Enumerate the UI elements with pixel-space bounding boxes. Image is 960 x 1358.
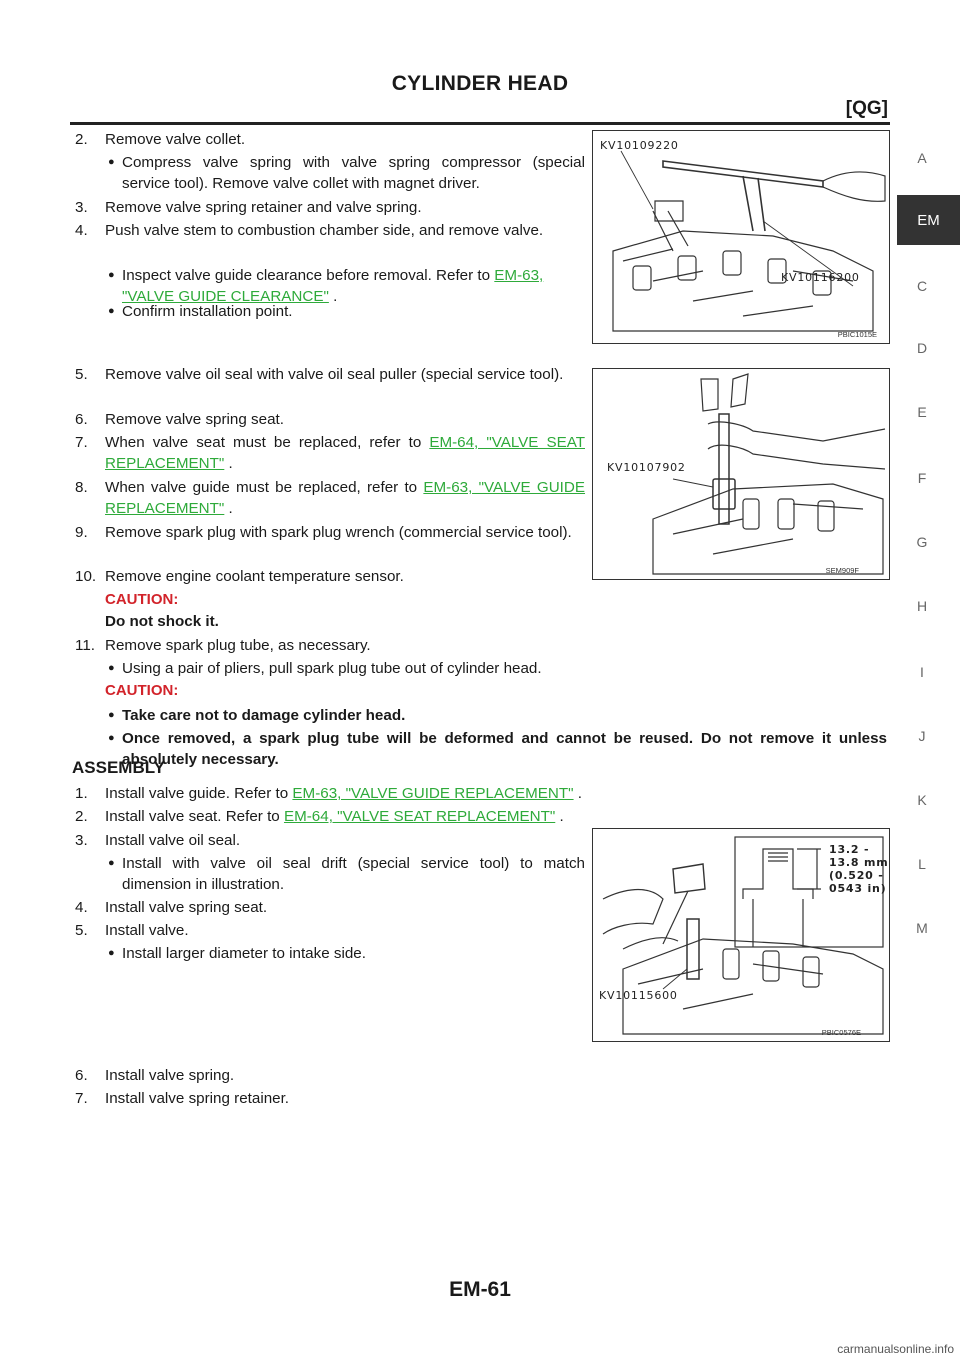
compressor-illustration bbox=[593, 131, 889, 343]
step-number: 8. bbox=[75, 479, 88, 496]
step-number: 9. bbox=[75, 524, 88, 541]
assembly-heading: ASSEMBLY bbox=[72, 758, 165, 777]
tool-label: KV10115600 bbox=[599, 989, 678, 1002]
tool-label: KV10116200 bbox=[781, 271, 860, 284]
side-index-a[interactable]: A bbox=[917, 150, 927, 166]
bullet-item: ● Using a pair of pliers, pull spark plug tube out of cylinder head. bbox=[122, 658, 542, 679]
side-index-f[interactable]: F bbox=[917, 470, 927, 486]
bullet-item: ● Take care not to damage cylinder head. bbox=[122, 705, 405, 726]
bullet-item: ● Once removed, a spark plug tube will be deformed and cannot be reused. Do not remove it unless absolutely necessary. bbox=[122, 728, 887, 770]
bullet-item: ● Compress valve spring with valve spring compressor (special service tool). Remove valve collet with magnet driver. bbox=[122, 152, 585, 194]
link-valve-guide-replacement[interactable]: EM-63, "VALVE GUIDE REPLACEMENT" bbox=[105, 479, 586, 517]
step-text: When valve guide must be replaced, refer to bbox=[105, 479, 424, 496]
side-index-h[interactable]: H bbox=[916, 598, 928, 614]
step-text: Install valve spring retainer. bbox=[105, 1090, 290, 1107]
section-title: CYLINDER HEAD bbox=[391, 72, 569, 95]
step-text: Remove spark plug with spark plug wrench (commercial service tool). bbox=[105, 524, 572, 541]
step-text: Install valve spring. bbox=[105, 1067, 235, 1084]
step-number: 4. bbox=[75, 222, 88, 239]
step-text: Remove valve collet. bbox=[105, 131, 246, 148]
side-index-c[interactable]: C bbox=[916, 278, 928, 294]
step-text-end: . bbox=[573, 785, 583, 802]
dimension-label: (0.520 - bbox=[829, 869, 884, 882]
step-text: Remove valve oil seal with valve oil seal puller (special service tool). bbox=[105, 366, 564, 383]
link-valve-seat-replacement[interactable]: EM-64, "VALVE SEAT REPLACEMENT" bbox=[283, 808, 556, 825]
dimension-label: 13.8 mm bbox=[829, 856, 889, 869]
step-text: Remove engine coolant temperature sensor. bbox=[105, 568, 404, 585]
bullet-item: ● Confirm installation point. bbox=[122, 301, 293, 322]
step-number: 7. bbox=[75, 1090, 88, 1107]
side-index-i[interactable]: I bbox=[920, 664, 924, 680]
side-index-e[interactable]: E bbox=[917, 404, 927, 420]
link-valve-seat-replacement[interactable]: EM-64, "VALVE SEAT REPLACEMENT" bbox=[105, 434, 585, 472]
step-text: Install valve oil seal. bbox=[105, 832, 241, 849]
step-text: Remove valve spring retainer and valve spring. bbox=[105, 199, 422, 216]
step-number: 4. bbox=[75, 899, 88, 916]
caution-label: CAUTION: bbox=[105, 682, 179, 699]
step-number: 3. bbox=[75, 832, 88, 849]
tool-label: KV10107902 bbox=[607, 461, 686, 474]
figure-valve-oil-seal-drift bbox=[592, 828, 890, 1042]
step-text: Install valve seat. Refer to bbox=[105, 808, 284, 825]
figure-code: PBIC0576E bbox=[821, 1028, 861, 1037]
figure-code: PBIC1015E bbox=[837, 330, 877, 339]
figure-code: SEM909F bbox=[825, 566, 859, 575]
side-index-m[interactable]: M bbox=[916, 920, 928, 936]
figure-valve-spring-compressor bbox=[592, 130, 890, 344]
step-text: Install valve. bbox=[105, 922, 189, 939]
step-text: Push valve stem to combustion chamber side, and remove valve. bbox=[105, 222, 544, 239]
step-number: 6. bbox=[75, 411, 88, 428]
dimension-label: 0543 in) bbox=[829, 882, 887, 895]
tool-label: KV10109220 bbox=[600, 139, 679, 152]
step-text-end: . bbox=[224, 455, 233, 472]
link-valve-guide-replacement[interactable]: EM-63, "VALVE GUIDE REPLACEMENT" bbox=[292, 785, 574, 802]
step-number: 6. bbox=[75, 1067, 88, 1084]
bullet-text-end: . bbox=[328, 288, 338, 305]
side-index-d[interactable]: D bbox=[916, 340, 928, 356]
step-text: When valve seat must be replaced, refer to bbox=[105, 434, 430, 451]
step-number: 2. bbox=[75, 131, 88, 148]
header-rule bbox=[70, 122, 890, 125]
side-index-em-active[interactable]: EM bbox=[897, 195, 960, 245]
engine-code: [QG] bbox=[845, 98, 888, 119]
step-text-end: . bbox=[224, 500, 233, 517]
puller-illustration bbox=[593, 369, 889, 579]
figure-valve-oil-seal-puller bbox=[592, 368, 890, 580]
watermark: carmanualsonline.info bbox=[837, 1342, 954, 1356]
step-number: 11. bbox=[75, 637, 95, 654]
bullet-item: ● Install with valve oil seal drift (special service tool) to match dimension in illustration. bbox=[122, 853, 585, 895]
step-text: Remove valve spring seat. bbox=[105, 411, 284, 428]
bullet-item: ● Install larger diameter to intake side. bbox=[122, 943, 366, 964]
step-text: Install valve spring seat. bbox=[105, 899, 268, 916]
step-number: 5. bbox=[75, 922, 88, 939]
bullet-text: Inspect valve guide clearance before removal. Refer to bbox=[122, 267, 495, 284]
page-number: EM-61 bbox=[449, 1278, 511, 1301]
side-index-k[interactable]: K bbox=[917, 792, 927, 808]
caution-text: Do not shock it. bbox=[105, 613, 219, 630]
step-text: Install valve guide. Refer to bbox=[105, 785, 293, 802]
dimension-label: 13.2 - bbox=[829, 843, 870, 856]
side-index-j[interactable]: J bbox=[918, 728, 926, 744]
step-number: 3. bbox=[75, 199, 88, 216]
step-number: 1. bbox=[75, 785, 88, 802]
step-number: 5. bbox=[75, 366, 88, 383]
step-number: 2. bbox=[75, 808, 88, 825]
step-text-end: . bbox=[555, 808, 564, 825]
step-number: 7. bbox=[75, 434, 88, 451]
link-valve-guide-clearance[interactable]: EM-63, "VALVE GUIDE CLEARANCE" bbox=[122, 267, 544, 305]
side-index-l[interactable]: L bbox=[918, 856, 926, 872]
side-index-g[interactable]: G bbox=[916, 534, 928, 550]
step-number: 10. bbox=[75, 568, 97, 585]
caution-label: CAUTION: bbox=[105, 591, 179, 608]
step-text: Remove spark plug tube, as necessary. bbox=[105, 637, 371, 654]
